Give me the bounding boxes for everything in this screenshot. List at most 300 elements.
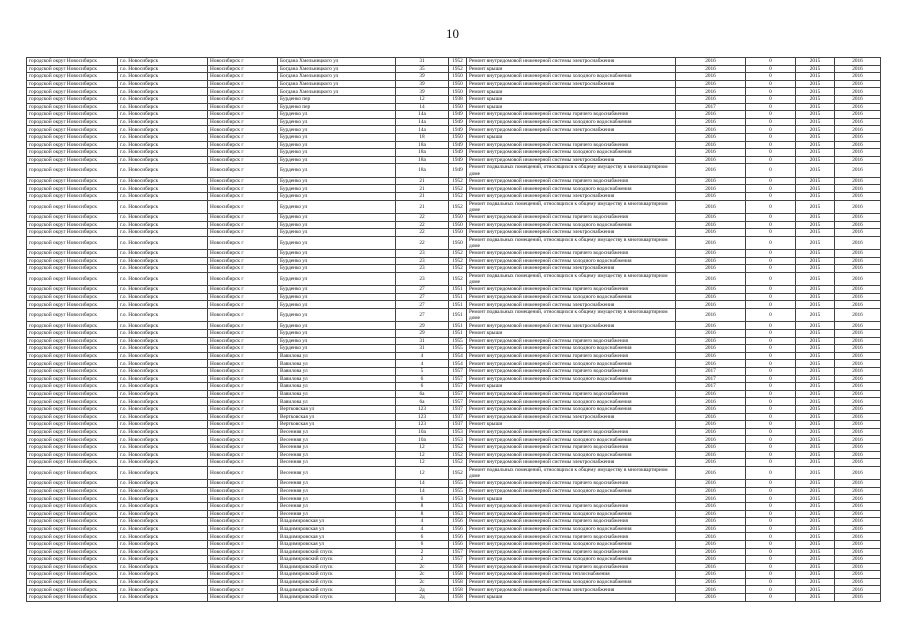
street-cell: Бурденко ул [278,185,396,193]
house-number-cell: 18а [396,149,449,157]
plan-year-cell: 2016 [676,272,746,285]
period-end-cell: 2016 [835,390,881,398]
plan-year-cell: 2016 [676,428,746,436]
house-number-cell: 39 [396,80,449,88]
locality-cell: Новосибирск г [208,126,278,134]
period-end-cell: 2016 [835,487,881,495]
table-row [27,594,881,602]
municipality-cell: г.о. Новосибирск [118,118,208,126]
street-cell: Богдана Хмельницкого ул [278,65,396,73]
municipality-cell: г.о. Новосибирск [118,525,208,533]
locality-cell: Новосибирск г [208,301,278,309]
municipality-cell: г.о. Новосибирск [118,200,208,213]
build-year-cell: 1952 [449,466,467,479]
build-year-cell: 1952 [449,257,467,265]
municipality-cell: г.о. Новосибирск [118,398,208,406]
period-start-cell: 2015 [796,480,835,488]
zero-cell: 0 [746,510,796,518]
locality-cell: Новосибирск г [208,133,278,141]
street-cell: Бурденко ул [278,141,396,149]
house-number-cell: 22 [396,229,449,237]
municipality-cell: г.о. Новосибирск [118,421,208,429]
table-row [27,95,881,103]
municipality-cell: г.о. Новосибирск [118,309,208,322]
zero-cell: 0 [746,309,796,322]
district-cell: городской округ Новосибирск [27,103,118,111]
period-start-cell: 2015 [796,502,835,510]
street-cell: Весенняя ул [278,487,396,495]
zero-cell: 0 [746,118,796,126]
plan-year-cell: 2016 [676,111,746,119]
house-number-cell: 2с [396,578,449,586]
work-type-cell: Ремонт внутридомовой инженерной системы холодного водоснабжения [467,451,676,459]
street-cell: Весенняя ул [278,510,396,518]
municipality-cell: г.о. Новосибирск [118,594,208,602]
work-type-cell: Ремонт крыши [467,88,676,96]
municipality-cell: г.о. Новосибирск [118,257,208,265]
locality-cell: Новосибирск г [208,586,278,594]
house-number-cell: 12 [396,451,449,459]
house-number-cell: 8 [396,502,449,510]
district-cell: городской округ Новосибирск [27,257,118,265]
district-cell: городской округ Новосибирск [27,330,118,338]
locality-cell: Новосибирск г [208,383,278,391]
house-number-cell: 14 [396,487,449,495]
build-year-cell: 1949 [449,156,467,164]
zero-cell: 0 [746,250,796,258]
build-year-cell: 1949 [449,164,467,177]
period-start-cell: 2015 [796,443,835,451]
period-start-cell: 2015 [796,301,835,309]
municipality-cell: г.о. Новосибирск [118,111,208,119]
locality-cell: Новосибирск г [208,540,278,548]
period-end-cell: 2016 [835,421,881,429]
period-end-cell: 2016 [835,548,881,556]
table-row [27,563,881,571]
zero-cell: 0 [746,556,796,564]
table-row [27,250,881,258]
plan-year-cell: 2016 [676,495,746,503]
municipality-cell: г.о. Новосибирск [118,586,208,594]
work-type-cell: Ремонт внутридомовой инженерной системы электроснабжения [467,413,676,421]
street-cell: Весенняя ул [278,451,396,459]
build-year-cell: 1938 [449,95,467,103]
locality-cell: Новосибирск г [208,466,278,479]
zero-cell: 0 [746,213,796,221]
locality-cell: Новосибирск г [208,330,278,338]
house-number-cell: 18а [396,164,449,177]
house-number-cell: 2д [396,594,449,602]
period-start-cell: 2015 [796,265,835,273]
plan-year-cell: 2016 [676,293,746,301]
build-year-cell: 1958 [449,563,467,571]
work-type-cell: Ремонт внутридомовой инженерной системы холодного водоснабжения [467,398,676,406]
plan-year-cell: 2016 [676,390,746,398]
build-year-cell: 1949 [449,118,467,126]
street-cell: Весенняя ул [278,480,396,488]
period-end-cell: 2016 [835,73,881,81]
house-number-cell: 4 [396,360,449,368]
district-cell: городской округ Новосибирск [27,586,118,594]
build-year-cell: 1958 [449,586,467,594]
period-start-cell: 2015 [796,352,835,360]
work-type-cell: Ремонт внутридомовой инженерной системы холодного водоснабжения [467,540,676,548]
zero-cell: 0 [746,459,796,467]
zero-cell: 0 [746,487,796,495]
build-year-cell: 1949 [449,111,467,119]
table-row [27,73,881,81]
period-start-cell: 2015 [796,459,835,467]
district-cell: городской округ Новосибирск [27,352,118,360]
plan-year-cell: 2016 [676,133,746,141]
work-type-cell: Ремонт внутридомовой инженерной системы холодного водоснабжения [467,436,676,444]
municipality-cell: г.о. Новосибирск [118,156,208,164]
plan-year-cell: 2016 [676,192,746,200]
period-start-cell: 2015 [796,236,835,249]
locality-cell: Новосибирск г [208,451,278,459]
table-row [27,390,881,398]
locality-cell: Новосибирск г [208,73,278,81]
municipality-cell: г.о. Новосибирск [118,337,208,345]
street-cell: Владимировский спуск [278,556,396,564]
house-number-cell: 23 [396,272,449,285]
work-type-cell: Ремонт внутридомовой инженерной системы электроснабжения [467,58,676,66]
work-type-cell: Ремонт внутридомовой инженерной системы электроснабжения [467,459,676,467]
plan-year-cell: 2016 [676,586,746,594]
district-cell: городской округ Новосибирск [27,80,118,88]
district-cell: городской округ Новосибирск [27,510,118,518]
work-type-cell: Ремонт внутридомовой инженерной системы холодного водоснабжения [467,73,676,81]
district-cell: городской округ Новосибирск [27,398,118,406]
house-number-cell: 6 [396,540,449,548]
street-cell: Владимировский спуск [278,586,396,594]
table-row [27,533,881,541]
plan-year-cell: 2016 [676,80,746,88]
work-type-cell: Ремонт крыши [467,383,676,391]
municipality-cell: г.о. Новосибирск [118,571,208,579]
period-start-cell: 2015 [796,368,835,376]
district-cell: городской округ Новосибирск [27,525,118,533]
street-cell: Владимировская ул [278,525,396,533]
municipality-cell: г.о. Новосибирск [118,518,208,526]
period-end-cell: 2016 [835,156,881,164]
work-type-cell: Ремонт крыши [467,103,676,111]
street-cell: Бурденко ул [278,286,396,294]
locality-cell: Новосибирск г [208,368,278,376]
period-start-cell: 2015 [796,156,835,164]
district-cell: городской округ Новосибирск [27,221,118,229]
municipality-cell: г.о. Новосибирск [118,330,208,338]
municipality-cell: г.о. Новосибирск [118,487,208,495]
build-year-cell: 1952 [449,65,467,73]
period-start-cell: 2015 [796,192,835,200]
locality-cell: Новосибирск г [208,213,278,221]
work-type-cell: Ремонт подвальных помещений, относящихся к общему имуществу в многоквартирном доме [467,466,676,479]
house-number-cell: 14а [396,118,449,126]
house-number-cell: 14а [396,111,449,119]
period-end-cell: 2016 [835,345,881,353]
table-row [27,421,881,429]
district-cell: городской округ Новосибирск [27,451,118,459]
house-number-cell: 22 [396,236,449,249]
build-year-cell: 1957 [449,556,467,564]
work-type-cell: Ремонт внутридомовой инженерной системы горячего водоснабжения [467,213,676,221]
street-cell: Бурденко ул [278,337,396,345]
table-row [27,495,881,503]
zero-cell: 0 [746,229,796,237]
zero-cell: 0 [746,360,796,368]
district-cell: городской округ Новосибирск [27,272,118,285]
period-start-cell: 2015 [796,413,835,421]
locality-cell: Новосибирск г [208,571,278,579]
house-number-cell: 21 [396,185,449,193]
district-cell: городской округ Новосибирск [27,229,118,237]
district-cell: городской округ Новосибирск [27,578,118,586]
district-cell: городской округ Новосибирск [27,360,118,368]
municipality-cell: г.о. Новосибирск [118,149,208,157]
period-end-cell: 2016 [835,118,881,126]
locality-cell: Новосибирск г [208,495,278,503]
municipality-cell: г.о. Новосибирск [118,548,208,556]
street-cell: Владимировский спуск [278,578,396,586]
plan-year-cell: 2016 [676,213,746,221]
plan-year-cell: 2016 [676,421,746,429]
locality-cell: Новосибирск г [208,337,278,345]
build-year-cell: 1950 [449,133,467,141]
district-cell: городской округ Новосибирск [27,164,118,177]
house-number-cell: 18 [396,133,449,141]
district-cell: городской округ Новосибирск [27,406,118,414]
work-type-cell: Ремонт внутридомовой инженерной системы холодного водоснабжения [467,525,676,533]
street-cell: Владимировский спуск [278,563,396,571]
period-end-cell: 2016 [835,177,881,185]
period-start-cell: 2015 [796,272,835,285]
period-start-cell: 2015 [796,126,835,134]
period-start-cell: 2015 [796,103,835,111]
locality-cell: Новосибирск г [208,459,278,467]
table-row [27,360,881,368]
table-row [27,548,881,556]
zero-cell: 0 [746,293,796,301]
period-start-cell: 2015 [796,200,835,213]
street-cell: Бурденко ул [278,309,396,322]
street-cell: Бурденко ул [278,118,396,126]
street-cell: Бурденко ул [278,236,396,249]
district-cell: городской округ Новосибирск [27,149,118,157]
zero-cell: 0 [746,594,796,602]
plan-year-cell: 2016 [676,352,746,360]
table-row [27,229,881,237]
municipality-cell: г.о. Новосибирск [118,368,208,376]
period-start-cell: 2015 [796,73,835,81]
period-end-cell: 2016 [835,480,881,488]
zero-cell: 0 [746,257,796,265]
municipality-cell: г.о. Новосибирск [118,293,208,301]
municipality-cell: г.о. Новосибирск [118,451,208,459]
plan-year-cell: 2017 [676,383,746,391]
zero-cell: 0 [746,451,796,459]
zero-cell: 0 [746,413,796,421]
table-row [27,213,881,221]
period-start-cell: 2015 [796,337,835,345]
district-cell: городской округ Новосибирск [27,421,118,429]
work-type-cell: Ремонт внутридомовой инженерной системы электроснабжения [467,229,676,237]
zero-cell: 0 [746,156,796,164]
plan-year-cell: 2016 [676,322,746,330]
street-cell: Бурденко ул [278,149,396,157]
district-cell: городской округ Новосибирск [27,518,118,526]
period-start-cell: 2015 [796,571,835,579]
locality-cell: Новосибирск г [208,375,278,383]
table-row [27,65,881,73]
street-cell: Бурденко ул [278,265,396,273]
street-cell: Бурденко ул [278,257,396,265]
table-row [27,265,881,273]
locality-cell: Новосибирск г [208,185,278,193]
house-number-cell: 39 [396,88,449,96]
work-type-cell: Ремонт внутридомовой инженерной системы холодного водоснабжения [467,293,676,301]
build-year-cell: 1950 [449,80,467,88]
period-end-cell: 2016 [835,428,881,436]
page-number: 10 [446,26,459,41]
zero-cell: 0 [746,495,796,503]
house-number-cell: 27 [396,301,449,309]
zero-cell: 0 [746,428,796,436]
locality-cell: Новосибирск г [208,421,278,429]
period-start-cell: 2015 [796,286,835,294]
table-row [27,330,881,338]
period-start-cell: 2015 [796,518,835,526]
period-end-cell: 2016 [835,95,881,103]
house-number-cell: 18а [396,156,449,164]
district-cell: городской округ Новосибирск [27,594,118,602]
zero-cell: 0 [746,443,796,451]
zero-cell: 0 [746,352,796,360]
work-type-cell: Ремонт внутридомовой инженерной системы электроснабжения [467,126,676,134]
district-cell: городской округ Новосибирск [27,502,118,510]
municipality-cell: г.о. Новосибирск [118,95,208,103]
locality-cell: Новосибирск г [208,200,278,213]
zero-cell: 0 [746,548,796,556]
work-type-cell: Ремонт внутридомовой инженерной системы горячего водоснабжения [467,111,676,119]
work-type-cell: Ремонт подвальных помещений, относящихся к общему имуществу в многоквартирном доме [467,200,676,213]
street-cell: Бурденко ул [278,177,396,185]
work-type-cell: Ремонт внутридомовой инженерной системы холодного водоснабжения [467,556,676,564]
zero-cell: 0 [746,126,796,134]
house-number-cell: 10а [396,436,449,444]
zero-cell: 0 [746,103,796,111]
house-number-cell: 23 [396,257,449,265]
plan-year-cell: 2016 [676,406,746,414]
municipality-cell: г.о. Новосибирск [118,443,208,451]
work-type-cell: Ремонт внутридомовой инженерной системы электроснабжения [467,301,676,309]
street-cell: Бурденко ул [278,213,396,221]
period-end-cell: 2016 [835,185,881,193]
table-row [27,398,881,406]
table-row [27,301,881,309]
build-year-cell: 1949 [449,149,467,157]
zero-cell: 0 [746,540,796,548]
table-row [27,510,881,518]
house-number-cell: 22 [396,221,449,229]
table-row [27,293,881,301]
table-row [27,322,881,330]
locality-cell: Новосибирск г [208,58,278,66]
build-year-cell: 1952 [449,250,467,258]
period-end-cell: 2016 [835,594,881,602]
municipality-cell: г.о. Новосибирск [118,58,208,66]
work-type-cell: Ремонт крыши [467,330,676,338]
locality-cell: Новосибирск г [208,443,278,451]
build-year-cell: 1958 [449,578,467,586]
build-year-cell: 1952 [449,451,467,459]
locality-cell: Новосибирск г [208,95,278,103]
locality-cell: Новосибирск г [208,221,278,229]
district-cell: городской округ Новосибирск [27,413,118,421]
table-row [27,141,881,149]
plan-year-cell: 2016 [676,563,746,571]
locality-cell: Новосибирск г [208,118,278,126]
period-start-cell: 2015 [796,322,835,330]
build-year-cell: 1957 [449,375,467,383]
work-type-cell: Ремонт внутридомовой инженерной системы горячего водоснабжения [467,428,676,436]
table-row [27,480,881,488]
table-row [27,185,881,193]
zero-cell: 0 [746,406,796,414]
zero-cell: 0 [746,95,796,103]
table-body [27,58,881,602]
district-cell: городской округ Новосибирск [27,111,118,119]
district-cell: городской округ Новосибирск [27,480,118,488]
period-start-cell: 2015 [796,540,835,548]
table-row [27,383,881,391]
build-year-cell: 1952 [449,265,467,273]
build-year-cell: 1952 [449,272,467,285]
table-row [27,413,881,421]
period-start-cell: 2015 [796,111,835,119]
period-start-cell: 2015 [796,451,835,459]
period-start-cell: 2015 [796,525,835,533]
work-type-cell: Ремонт внутридомовой инженерной системы горячего водоснабжения [467,250,676,258]
period-end-cell: 2016 [835,103,881,111]
plan-year-cell: 2016 [676,229,746,237]
locality-cell: Новосибирск г [208,360,278,368]
street-cell: Вавилова ул [278,360,396,368]
period-end-cell: 2016 [835,133,881,141]
locality-cell: Новосибирск г [208,293,278,301]
work-type-cell: Ремонт внутридомовой инженерной системы горячего водоснабжения [467,480,676,488]
municipality-cell: г.о. Новосибирск [118,236,208,249]
period-start-cell: 2015 [796,213,835,221]
house-number-cell: 23 [396,250,449,258]
zero-cell: 0 [746,563,796,571]
table-row [27,192,881,200]
zero-cell: 0 [746,518,796,526]
period-start-cell: 2015 [796,556,835,564]
period-start-cell: 2015 [796,293,835,301]
work-type-cell: Ремонт подвальных помещений, относящихся к общему имуществу в многоквартирном доме [467,236,676,249]
period-start-cell: 2015 [796,360,835,368]
street-cell: Весенняя ул [278,428,396,436]
street-cell: Бурденко ул [278,272,396,285]
house-number-cell: 27 [396,309,449,322]
municipality-cell: г.о. Новосибирск [118,221,208,229]
street-cell: Бурденко ул [278,126,396,134]
locality-cell: Новосибирск г [208,518,278,526]
table-row [27,578,881,586]
plan-year-cell: 2016 [676,164,746,177]
period-end-cell: 2016 [835,192,881,200]
